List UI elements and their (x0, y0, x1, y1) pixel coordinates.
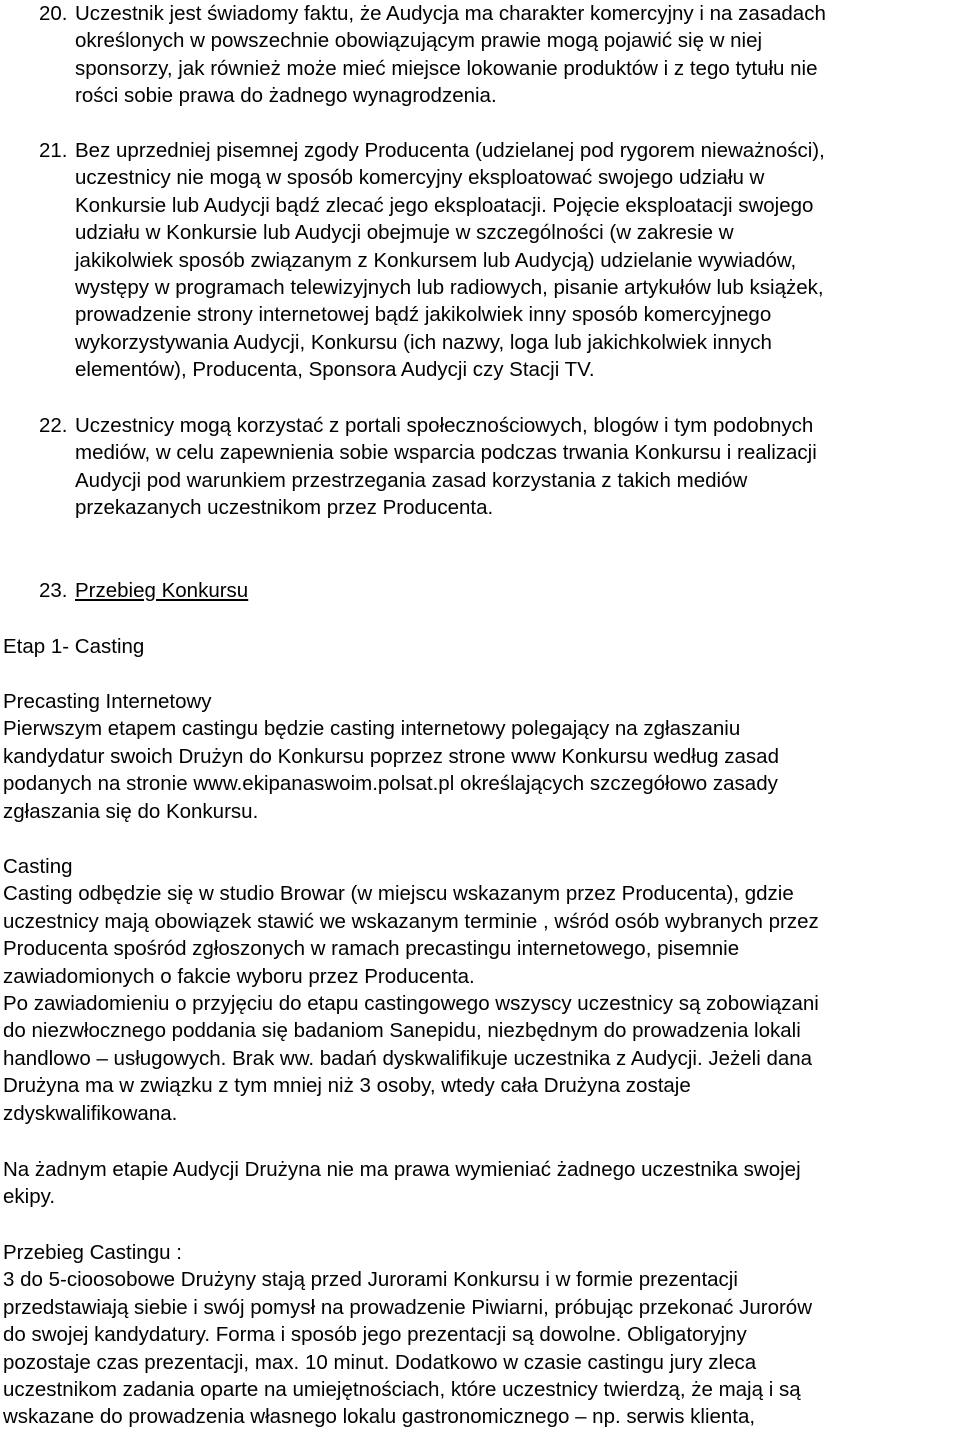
item-number: 20. (39, 2, 68, 25)
text-line: mediów, w celu zapewnienia sobie wsparcia podczas trwania Konkursu i realizacji (75, 441, 817, 465)
item-text (75, 137, 960, 384)
text-line: Uczestnicy mogą korzystać z portali społecznościowych, blogów i tym podobnych (75, 414, 814, 437)
casting-procedure-heading: Przebieg Castingu : (3, 1241, 182, 1264)
item-number: 21. (39, 139, 68, 162)
text-line: określonych w powszechnie obowiązującym prawie mogą pojawić się w niej (75, 29, 763, 53)
replacement-paragraph (3, 1156, 960, 1211)
item-text (75, 412, 960, 522)
text-line: elementów), Producenta, Sponsora Audycji czy Stacji TV. (75, 358, 595, 382)
text-line: Pierwszym etapem castingu będzie casting internetowy polegający na zgłaszaniu (3, 717, 741, 741)
text-line: uczestnicy mają obowiązek stawić we wskazanym terminie , wśród osób wybranych przez (3, 909, 819, 933)
precasting-section (3, 688, 960, 825)
text-line: podanych na stronie www.ekipanaswoim.polsat.pl określających szczegółowo zasady (3, 772, 778, 796)
text-line: wskazane do prowadzenia własnego lokalu gastronomicznego – np. serwis klienta, (3, 1405, 756, 1429)
stage-heading: Etap 1- Casting (3, 635, 145, 658)
text-line: do swojej kandydatury. Forma i sposób jego prezentacji są dowolne. Obligatoryjny (3, 1323, 747, 1347)
section-title: Przebieg Konkursu (75, 579, 249, 602)
text-line: udziału w Konkursie lub Audycji obejmuje w szczególności (w zakresie w (75, 221, 734, 245)
text-line: sponsorzy, jak również może mieć miejsce lokowanie produktów i z tego tytułu nie (75, 56, 818, 80)
text-line: 3 do 5-cioosobowe Drużyny stają przed Jurorami Konkursu i w formie prezentacji (3, 1268, 738, 1292)
text-line: kandydatur swoich Drużyn do Konkursu poprzez strone www Konkursu według zasad (3, 744, 779, 768)
text-line: wykorzystywania Audycji, Konkursu (ich nazwy, loga lub jakichkolwiek innych (75, 330, 772, 354)
text-line: Po zawiadomieniu o przyjęciu do etapu castingowego wszyscy uczestnicy są zobowiązani (3, 992, 819, 1016)
text-line: zawiadomionych o fakcie wyboru przez Producenta. (3, 964, 475, 988)
text-line: Producenta spośród zgłoszonych w ramach precastingu internetowego, pisemnie (3, 937, 740, 961)
text-line: do niezwłocznego poddania się badaniom Sanepidu, niezbędnym do prowadzenia lokali (3, 1019, 801, 1043)
text-line: Uczestnik jest świadomy faktu, że Audycja ma charakter komercyjny i na zasadach (75, 2, 826, 25)
text-line: pozostaje czas prezentacji, max. 10 minut. Dodatkowo w czasie castingu jury zleca (3, 1350, 757, 1374)
text-line: uczestnikom zadania oparte na umiejętnościach, które uczestnicy twierdzą, że mają i są (3, 1378, 801, 1402)
text-line: Drużyna ma w związku z tym mniej niż 3 osoby, wtedy cała Drużyna zostaje (3, 1074, 691, 1098)
precasting-heading: Precasting Internetowy (3, 690, 212, 713)
item-text (75, 577, 960, 604)
text-line: występy w programach telewizyjnych lub radiowych, pisanie artykułów lub książek, (75, 276, 824, 300)
text-line: przedstawiają siebie i swój pomysł na prowadzenie Piwiarni, próbując przekonać Jurorów (3, 1295, 812, 1319)
text-line: Konkursie lub Audycji bądź zlecać jego eksploatacji. Pojęcie eksploatacji swojego (75, 193, 814, 217)
casting-section (3, 853, 960, 1127)
item-number: 23. (39, 579, 68, 602)
text-line: jakikolwiek sposób związanym z Konkursem lub Audycją) udzielanie wywiadów, (75, 248, 797, 272)
text-line: zgłaszania się do Konkursu. (3, 799, 259, 823)
text-line: Bez uprzedniej pisemnej zgody Producenta (udzielanej pod rygorem nieważności), (75, 139, 825, 162)
text-line: uczestnicy nie mogą w sposób komercyjny eksploatować swojego udziału w (75, 166, 765, 190)
item-text (75, 0, 960, 110)
text-line: ekipy. (3, 1185, 56, 1209)
casting-procedure-section (3, 1239, 960, 1431)
casting-heading: Casting (3, 855, 73, 878)
text-line: handlowo – usługowych. Brak ww. badań dyskwalifikuje uczestnika z Audycji. Jeżeli dana (3, 1046, 813, 1070)
text-line: prowadzenie strony internetowej bądź jakikolwiek inny sposób komercyjnego (75, 303, 772, 327)
text-line: przekazanych uczestnikom przez Producenta. (75, 496, 494, 520)
item-number: 22. (39, 414, 68, 437)
text-line: Na żadnym etapie Audycji Drużyna nie ma prawa wymieniać żadnego uczestnika swojej (3, 1158, 801, 1181)
text-line: Audycji pod warunkiem przestrzegania zasad korzystania z takich mediów (75, 468, 748, 492)
text-line: Casting odbędzie się w studio Browar (w miejscu wskazanym przez Producenta), gdzie (3, 882, 794, 906)
text-line: zdyskwalifikowana. (3, 1101, 178, 1125)
text-line: rości sobie prawa do żadnego wynagrodzenia. (75, 84, 497, 108)
